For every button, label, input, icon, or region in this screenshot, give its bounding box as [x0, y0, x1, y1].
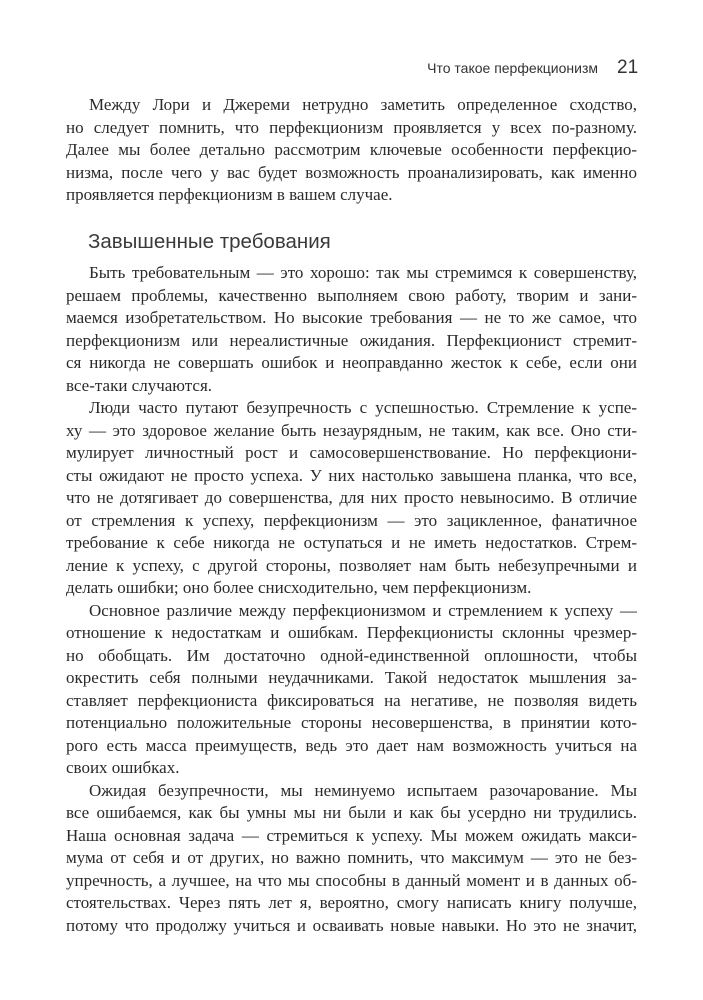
text-line: низма, после чего у вас будет возможность проанализировать, как именно: [66, 162, 637, 182]
text-line: ху — это здоровое желание быть незаурядным, не таким, как все. Оно сти-: [66, 420, 637, 440]
text-line: потому что продолжу учиться и осваивать новые навыки. Но это не значит,: [66, 915, 637, 935]
paragraph: [66, 600, 637, 780]
paragraph: [66, 780, 637, 938]
text-line: все ошибаемся, как бы умны мы ни были и как бы усердно ни трудились.: [66, 803, 637, 822]
text-line: перфекционизм или нереалистичные ожидания. Перфекционист стремит-: [66, 330, 637, 350]
text-line: рого есть масса преимуществ, ведь это дает нам возможность учиться на: [66, 735, 637, 755]
text-line: Ожидая безупречности, мы неминуемо испытаем разочарование. Мы: [89, 780, 637, 800]
text-line: мума от себя и от других, но важно помнить, что максимум — это не без-: [66, 848, 637, 867]
text-line: Между Лори и Джереми нетрудно заметить определенное сходство,: [89, 95, 637, 114]
text-line: ся никогда не совершать ошибок и неоправданно жесток к себе, если они: [66, 353, 637, 372]
text-line: все-таки случаются.: [66, 375, 213, 395]
text-line: маемся изобретательством. Но высокие требования — не то же самое, что: [66, 308, 637, 327]
text-line: что не дотягивает до совершенства, для них просто невыносимо. В отличие: [66, 488, 637, 507]
text-line: ставляет перфекциониста фиксироваться на негативе, не позволяя видеть: [66, 690, 637, 710]
text-line: своих ошибках.: [66, 758, 180, 777]
text-line: отношение к недостаткам и ошибкам. Перфекционисты склонны чрезмер-: [66, 623, 637, 642]
text-line: ление к успеху, с другой стороны, позволяет нам быть небезупречными и: [66, 555, 637, 575]
text-line: стоятельствах. Через пять лет я, вероятно, смогу написать книгу получше,: [66, 893, 637, 912]
text-line: мулирует личностный рост и самосовершенствование. Но перфекциони-: [66, 443, 637, 462]
text-line: проявляется перфекционизм в вашем случае.: [66, 185, 393, 204]
text-line: окрестить себя полными неудачниками. Такой недостаток мышления за-: [66, 668, 637, 687]
text-line: Основное различие между перфекционизмом и стремлением к успеху —: [89, 600, 637, 620]
text-line: Наша основная задача — стремиться к успеху. Мы можем ожидать макси-: [66, 825, 637, 845]
page-number: 21: [617, 57, 639, 78]
text-line: от стремления к успеху, перфекционизм — это зацикленное, фанатичное: [66, 510, 637, 530]
text-line: упречность, а лучшее, на что мы способны в данный момент и в данных об-: [66, 870, 637, 890]
section-body: [66, 262, 637, 937]
text-line: решаем проблемы, качественно выполняем свою работу, творим и зани-: [66, 285, 637, 305]
running-head: Что такое перфекционизм: [427, 60, 598, 76]
intro-paragraph: [66, 94, 637, 207]
text-line: делать ошибки; оно более снисходительно, чем перфекционизм.: [66, 578, 532, 597]
text-line: требование к себе никогда не оступаться и не иметь недостатков. Стрем-: [66, 533, 637, 552]
paragraph: [66, 397, 637, 600]
text-line: но обобщать. Им достаточно одной-единственной оплошности, чтобы: [66, 645, 637, 665]
section-heading: Завышенные требования: [88, 230, 331, 253]
text-line: Далее мы более детально рассмотрим ключевые особенности перфекцио-: [66, 140, 637, 159]
text-line: Быть требовательным — это хорошо: так мы стремимся к совершенству,: [89, 263, 637, 282]
text-line: потенциально положительные стороны несовершенства, в принятии кото-: [66, 713, 637, 732]
text-line: сты ожидают не просто успеха. У них настолько завышена планка, что все,: [66, 465, 637, 485]
text-line: Люди часто путают безупречность с успешностью. Стремление к успе-: [89, 398, 637, 417]
text-line: но следует помнить, что перфекционизм проявляется у всех по-разному.: [66, 117, 637, 137]
paragraph: [66, 262, 637, 397]
